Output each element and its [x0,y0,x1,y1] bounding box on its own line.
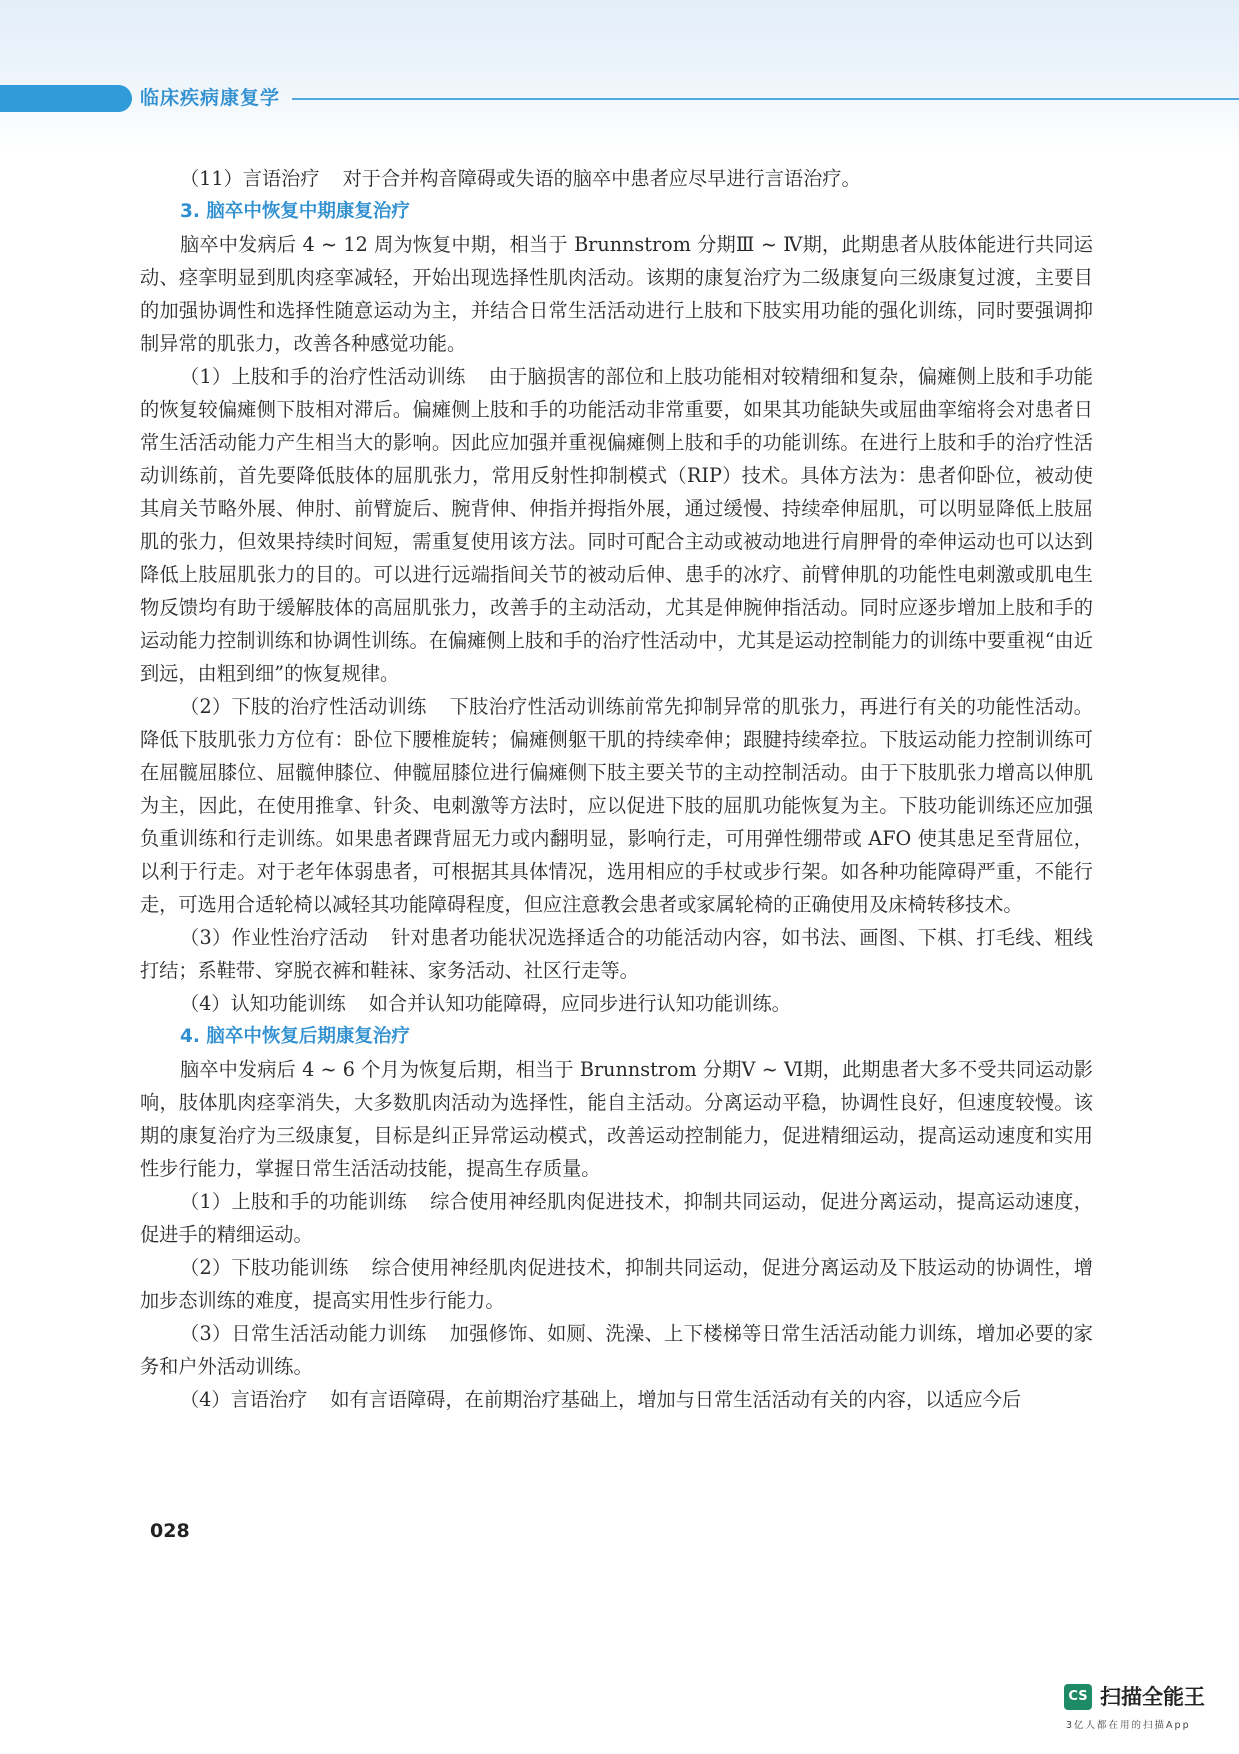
item-text: 对于合并构音障碍或失语的脑卒中患者应尽早进行言语治疗。 [342,167,861,190]
item-label: （1）上肢和手的功能训练 [180,1190,408,1213]
book-title: 临床疾病康复学 [140,87,281,109]
item-label: （2）下肢功能训练 [180,1256,349,1279]
paragraph-upper-limb [140,360,1093,690]
paragraph-mid-recovery: 脑卒中发病后 4 ~ 12 周为恢复中期，相当于 Brunnstrom 分期Ⅲ ~ Ⅳ期，此期患者从肢体能进行共同运动、痉挛明显到肌肉痉挛减轻，开始出现选择性肌肉活动。该期的康复治疗为二级康复向三级康复过渡，主要目的加强协调性和选择性随意运动为主，并结合日常生活活动进行上肢和下肢实用功能的强化训练，同时要强调抑制异常的肌张力，改善各种感觉功能。 [140,233,1093,355]
item-text: 综合使用神经肌肉促进技术，抑制共同运动，促进分离运动及下肢运动的协调性，增加步态训练的难度，提高实用性步行能力。 [140,1256,1093,1312]
scanner-watermark [1064,1682,1214,1736]
item-label: （11）言语治疗 [180,167,320,190]
paragraph-speech-therapy [140,162,1093,195]
item-label: （3）日常生活活动能力训练 [180,1322,427,1345]
item-text: 针对患者功能状况选择适合的功能活动内容，如书法、画图、下棋、打毛线、粗线打结；系鞋带、穿脱衣裤和鞋袜、家务活动、社区行走等。 [140,926,1093,982]
page-number: 028 [150,1520,190,1542]
paragraph-speech-late [140,1383,1093,1416]
item-label: （1）上肢和手的治疗性活动训练 [180,365,466,388]
paragraph-late-recovery: 脑卒中发病后 4 ~ 6 个月为恢复后期，相当于 Brunnstrom 分期Ⅴ ~ Ⅵ期，此期患者大多不受共同运动影响，肢体肌肉痉挛消失，大多数肌肉活动为选择性，能自主活动。分离运动平稳，协调性良好，但速度较慢。该期的康复治疗为三级康复，目标是纠正异常运动模式，改善运动控制能力，促进精细运动，提高运动速度和实用性步行能力，掌握日常生活活动技能，提高生存质量。 [140,1058,1093,1180]
item-text: 综合使用神经肌肉促进技术，抑制共同运动，促进分离运动，提高运动速度，促进手的精细运动。 [140,1190,1093,1246]
item-text: 加强修饰、如厕、洗澡、上下楼梯等日常生活活动能力训练，增加必要的家务和户外活动训练。 [140,1322,1093,1378]
section-heading-4: 4. 脑卒中恢复后期康复治疗 [180,1026,410,1047]
paragraph-hand-function [140,1185,1093,1251]
paragraph-cognitive [140,987,1093,1020]
item-text: 由于脑损害的部位和上肢功能相对较精细和复杂，偏瘫侧上肢和手功能的恢复较偏瘫侧下肢相对滞后。偏瘫侧上肢和手的功能活动非常重要，如果其功能缺失或屈曲挛缩将会对患者日常生活活动能力产生相当大的影响。因此应加强并重视偏瘫侧上肢和手的功能训练。在进行上肢和手的治疗性活动训练前，首先要降低肢体的屈肌张力，常用反射性抑制模式（RIP）技术。具体方法为：患者仰卧位，被动使其肩关节略外展、伸肘、前臂旋后、腕背伸、伸指并拇指外展，通过缓慢、持续牵伸屈肌，可以明显降低上肢屈肌的张力，但效果持续时间短，需重复使用该方法。同时可配合主动或被动地进行肩胛骨的牵伸运动也可以达到降低上肢屈肌张力的目的。可以进行远端指间关节的被动后伸、患手的冰疗、前臂伸肌的功能性电刺激或肌电生物反馈均有助于缓解肢体的高屈肌张力，改善手的主动活动，尤其是伸腕伸指活动。同时应逐步增加上肢和手的运动能力控制训练和协调性训练。在偏瘫侧上肢和手的治疗性活动中，尤其是运动控制能力的训练中要重视“由近到远，由粗到细”的恢复规律。 [140,365,1093,685]
paragraph-adl [140,1317,1093,1383]
item-label: （3）作业性治疗活动 [180,926,369,949]
camscanner-logo-icon: CS [1064,1684,1092,1710]
item-label: （2）下肢的治疗性活动训练 [180,695,427,718]
paragraph-occupational [140,921,1093,987]
header-accent-bar [0,85,132,112]
item-text: 如合并认知功能障碍，应同步进行认知功能训练。 [368,992,791,1015]
item-label: （4）认知功能训练 [180,992,346,1015]
section-heading-3: 3. 脑卒中恢复中期康复治疗 [180,201,410,222]
item-label: （4）言语治疗 [180,1388,308,1411]
page-body [140,162,1093,1416]
item-text: 如有言语障碍，在前期治疗基础上，增加与日常生活活动有关的内容，以适应今后 [330,1388,1022,1411]
paragraph-lower-limb-late [140,1251,1093,1317]
header-band [0,0,1239,150]
paragraph-lower-limb [140,690,1093,921]
item-text: 下肢治疗性活动训练前常先抑制异常的肌张力，再进行有关的功能性活动。降低下肢肌张力方位有：卧位下腰椎旋转；偏瘫侧躯干肌的持续牵伸；跟腱持续牵拉。下肢运动能力控制训练可在屈髋屈膝位、屈髋伸膝位、伸髋屈膝位进行偏瘫侧下肢主要关节的主动控制活动。由于下肢肌张力增高以伸肌为主，因此，在使用推拿、针灸、电刺激等方法时，应以促进下肢的屈肌功能恢复为主。下肢功能训练还应加强负重训练和行走训练。如果患者踝背屈无力或内翻明显，影响行走，可用弹性绷带或 AFO 使其患足至背屈位，以利于行走。对于老年体弱患者，可根据其具体情况，选用相应的手杖或步行架。如各种功能障碍严重，不能行走，可选用合适轮椅以减轻其功能障碍程度，但应注意教会患者或家属轮椅的正确使用及床椅转移技术。 [140,695,1093,916]
header-rule [292,98,1239,100]
watermark-tagline: 3亿人都在用的扫描App [1066,1720,1191,1731]
watermark-app-name: 扫描全能王 [1100,1685,1205,1709]
